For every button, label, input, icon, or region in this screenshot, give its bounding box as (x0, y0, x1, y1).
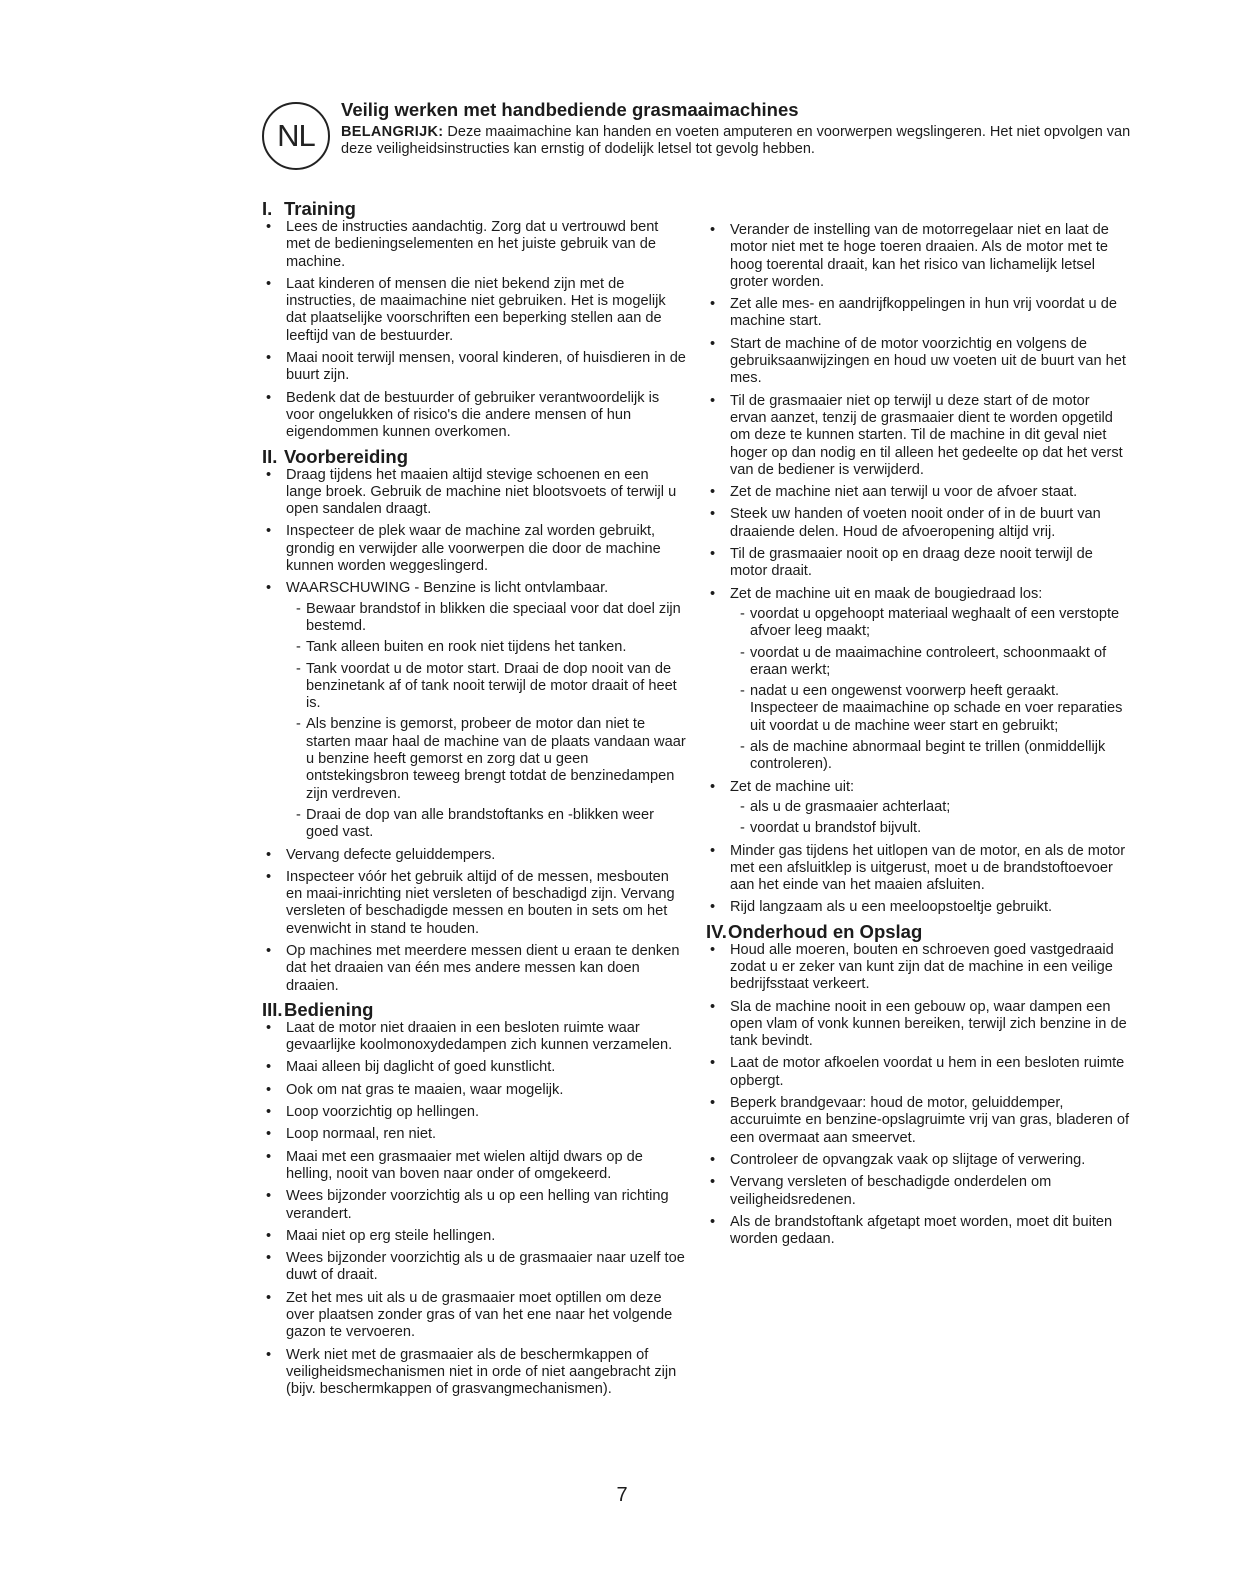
list-item: • Inspecteer de plek waar de machine zal worden gebruikt, grondig en verwijder alle voorwerpen die door de machine kunnen worden weggeslingerd. (262, 523, 686, 575)
list-item: • Controleer de opvangzak vaak op slijtage of verwering. (706, 1152, 1130, 1169)
sub-item: - voordat u de maaimachine controleert, schoonmaakt of eraan werkt; (730, 645, 1130, 680)
section-heading-training: I. Training (262, 198, 356, 219)
list-item: • Wees bijzonder voorzichtig als u op een helling van richting verandert. (262, 1188, 686, 1223)
sub-item: - als u de grasmaaier achterlaat; (730, 799, 1130, 816)
language-badge: NL (262, 102, 330, 170)
list-item: • Werk niet met de grasmaaier als de beschermkappen of veiligheidsmechanismen niet in orde of niet aangebracht zijn (bijv. beschermkappen of grasvangmechanismen). (262, 1347, 686, 1399)
right-column (706, 222, 1130, 1253)
list-item: • Rijd langzaam als u een meeloopstoeltje gebruikt. (706, 899, 1130, 916)
list-item: • Inspecteer vóór het gebruik altijd of de messen, mesbouten en maai-inrichting niet versleten of beschadigd zijn. Vervang versleten of beschadigde messen en bouten in sets om het evenwicht in stand te houden. (262, 869, 686, 938)
section-heading-voorbereiding: II. Voorbereiding (262, 445, 409, 467)
important-label: BELANGRIJK: (341, 124, 444, 140)
list-item: • Laat de motor afkoelen voordat u hem in een besloten ruimte opbergt. (706, 1055, 1130, 1090)
left-column (262, 196, 686, 1404)
warning-text: WAARSCHUWING - Benzine is licht ontvlambaar. (286, 580, 609, 597)
sub-item: - nadat u een ongewenst voorwerp heeft geraakt. Inspecteer de maaimachine op schade en voer reparaties uit voordat u de machine weer start en gebruikt; (730, 683, 1130, 735)
sub-item: - Als benzine is gemorst, probeer de motor dan niet te starten maar haal de machine van de plaats vandaan waar u benzine heeft gemorst en zorg dat u geen ontstekingsbron teweeg brengt totdat de benzinedampen zijn verdreven. (286, 716, 686, 802)
important-text: Deze maaimachine kan handen en voeten amputeren en voorwerpen wegslingeren. Het niet opvolgen van deze veiligheidsinstructies kan ernstig of dodelijk letsel tot gevolg hebben. (341, 124, 1131, 157)
page-number: 7 (616, 1484, 628, 1506)
list-item: • Zet alle mes- en aandrijfkoppelingen in hun vrij voordat u de machine start. (706, 296, 1130, 331)
sub-item: - Tank alleen buiten en rook niet tijdens het tanken. (286, 639, 686, 656)
page-title: Veilig werken met handbediende grasmaaimachines (341, 99, 799, 120)
list-item: • Bedenk dat de bestuurder of gebruiker verantwoordelijk is voor ongelukken of risico's die andere mensen of hun eigendommen kunnen overkomen. (262, 390, 686, 442)
list-item: • Loop voorzichtig op hellingen. (262, 1104, 686, 1121)
warning-sublist (286, 601, 686, 842)
list-item: • Maai alleen bij daglicht of goed kunstlicht. (262, 1059, 686, 1076)
list-item: • Loop normaal, ren niet. (262, 1126, 686, 1143)
onderhoud-list (706, 942, 1130, 1249)
sub-item: - als de machine abnormaal begint te trillen (onmiddellijk controleren). (730, 739, 1130, 774)
list-item: • Beperk brandgevaar: houd de motor, geluiddemper, accuruimte en benzine-opslagruimte vrij van gras, bladeren of een overmaat aan smeervet. (706, 1095, 1130, 1147)
list-item: • Maai niet op erg steile hellingen. (262, 1228, 686, 1245)
list-item: • Houd alle moeren, bouten en schroeven goed vastgedraaid zodat u er zeker van kunt zijn dat de machine in een veilige bedrijfsstaat verkeert. (706, 942, 1130, 994)
list-item: • Zet het mes uit als u de grasmaaier moet optillen om deze over plaatsen zonder gras of van het ene naar het volgende gazon te vervoeren. (262, 1290, 686, 1342)
list-item: • Vervang defecte geluiddempers. (262, 847, 686, 864)
list-item: • Verander de instelling van de motorregelaar niet en laat de motor niet met te hoge toeren draaien. Als de motor met te hoog toerental draait, kan het risico van lichamelijk letsel groter worden. (706, 222, 1130, 291)
list-item: • Vervang versleten of beschadigde onderdelen om veiligheidsredenen. (706, 1174, 1130, 1209)
list-item: • Start de machine of de motor voorzichtig en volgens de gebruiksaanwijzingen en houd uw voeten uit de buurt van het mes. (706, 336, 1130, 388)
list-item: • Lees de instructies aandachtig. Zorg dat u vertrouwd bent met de bedieningselementen en het juiste gebruik van de machine. (262, 219, 686, 271)
uit-text: Zet de machine uit: (730, 778, 855, 795)
sub-item: - Tank voordat u de motor start. Draai de dop nooit van de benzinetank af of tank nooit terwijl de motor draait of heet is. (286, 661, 686, 713)
training-list (262, 219, 686, 442)
list-item: • Laat kinderen of mensen die niet bekend zijn met de instructies, de maaimachine niet gebruiken. Het is mogelijk dat plaatselijke voorschriften een beperking stellen aan de leeftijd van de bestuurder. (262, 276, 686, 345)
list-item-warning (262, 580, 686, 841)
section-heading-onderhoud: IV.Onderhoud en Opslag (706, 920, 923, 942)
list-item: • Wees bijzonder voorzichtig als u de grasmaaier naar uzelf toe duwt of draait. (262, 1250, 686, 1285)
bougie-sublist (730, 606, 1130, 774)
bougie-text: Zet de machine uit en maak de bougiedraad los: (730, 585, 1043, 602)
list-item: • Minder gas tijdens het uitlopen van de motor, en als de motor met een afsluitklep is uitgerust, moet u de brandstoftoevoer aan het einde van het maaien afsluiten. (706, 843, 1130, 895)
list-item: • Laat de motor niet draaien in een besloten ruimte waar gevaarlijke koolmonoxydedampen zich kunnen verzamelen. (262, 1020, 686, 1055)
sub-item: - Bewaar brandstof in blikken die speciaal voor dat doel zijn bestemd. (286, 601, 686, 636)
list-item: • Maai met een grasmaaier met wielen altijd dwars op de helling, nooit van boven naar onder of omgekeerd. (262, 1149, 686, 1184)
list-item: • Sla de machine nooit in een gebouw op, waar dampen een open vlam of vonk kunnen bereiken, terwijl zich benzine in de tank bevindt. (706, 999, 1130, 1051)
sub-item: - voordat u opgehoopt materiaal weghaalt of een verstopte afvoer leeg maakt; (730, 606, 1130, 641)
list-item: • Op machines met meerdere messen dient u eraan te denken dat het draaien van één mes andere messen kan doen draaien. (262, 943, 686, 995)
list-item: • Til de grasmaaier niet op terwijl u deze start of de motor ervan aanzet, tenzij de grasmaaier dient te worden opgetild om deze te kunnen starten. Til de machine in dit geval niet hoger op dan nodig en til alleen het gedeelte op dat het verst van de bediener is verwijderd. (706, 393, 1130, 479)
list-item: • Til de grasmaaier nooit op en draag deze nooit terwijl de motor draait. (706, 546, 1130, 581)
list-item: • Draag tijdens het maaien altijd stevige schoenen en een lange broek. Gebruik de machine niet blootsvoets of terwijl u open sandalen draagt. (262, 467, 686, 519)
list-item: • Ook om nat gras te maaien, waar mogelijk. (262, 1082, 686, 1099)
section-heading-bediening: III.Bediening (262, 998, 374, 1020)
list-item: • Zet de machine niet aan terwijl u voor de afvoer staat. (706, 484, 1130, 501)
list-item: • Als de brandstoftank afgetapt moet worden, moet dit buiten worden gedaan. (706, 1214, 1130, 1249)
important-notice (341, 124, 1161, 158)
list-item: • Maai nooit terwijl mensen, vooral kinderen, of huisdieren in de buurt zijn. (262, 350, 686, 385)
sub-item: - Draai de dop van alle brandstoftanks en -blikken weer goed vast. (286, 807, 686, 842)
list-item-bougie (706, 586, 1130, 774)
bediening-continued-list (706, 222, 1130, 917)
sub-item: - voordat u brandstof bijvult. (730, 820, 1130, 837)
uit-sublist (730, 799, 1130, 838)
page-header (254, 86, 1154, 196)
bediening-list (262, 1020, 686, 1399)
list-item: • Steek uw handen of voeten nooit onder of in de buurt van draaiende delen. Houd de afvoeropening altijd vrij. (706, 506, 1130, 541)
voorbereiding-list (262, 467, 686, 995)
list-item-uit (706, 779, 1130, 838)
